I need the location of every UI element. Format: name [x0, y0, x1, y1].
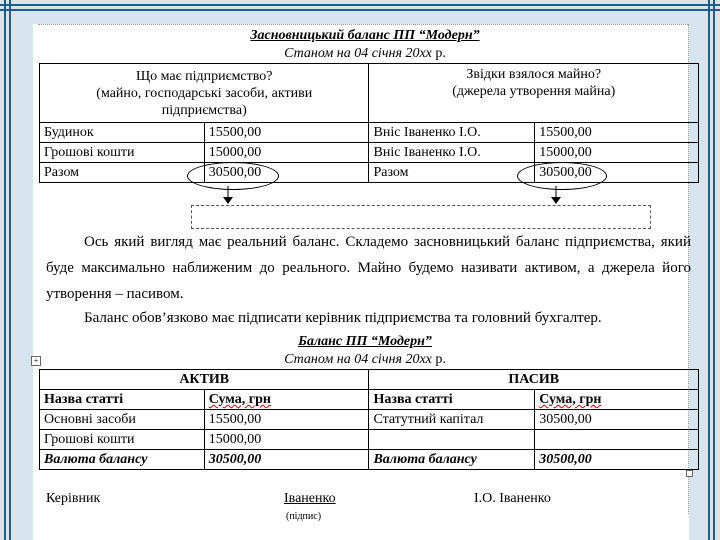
balance1-header-left: Що має підприємство? (майно, господарські засоби, активи підприємства)	[40, 64, 369, 123]
balance1-title-line	[40, 26, 690, 44]
aktiv-header: АКТИВ	[40, 370, 369, 390]
signature-name: І.О. Іваненко	[474, 491, 551, 506]
balance2-title-line	[40, 332, 690, 350]
balance1-subtitle-line	[40, 44, 690, 62]
table-row: Грошові кошти 15000,00 Вніс Іваненко І.О. 15000,00	[40, 143, 699, 163]
frame-line	[0, 4, 720, 6]
balance1-table	[39, 63, 699, 183]
table-row	[40, 370, 699, 390]
balance1-date: Станом на 04 січня 20хх	[284, 46, 432, 61]
pasiv-header: ПАСИВ	[369, 370, 699, 390]
balance2-table	[39, 369, 699, 470]
balance2-date: Станом на 04 січня 20хх	[284, 352, 432, 367]
frame-line	[9, 0, 11, 540]
table-row: Разом 30500,00 Разом 30500,00	[40, 163, 699, 183]
down-arrow-icon	[546, 186, 566, 206]
signature-role: Керівник	[46, 491, 101, 506]
frame-line	[708, 0, 710, 540]
table-row: Валюта балансу 30500,00 Валюта балансу 30500,00	[40, 450, 699, 470]
paragraph-signature-note: Баланс обов’язково має підписати керівник підприємства та головний бухгалтер.	[84, 310, 602, 326]
frame-line	[0, 9, 720, 11]
balance1-date-suffix: р.	[431, 46, 446, 61]
balance1-title: Засновницький баланс ПП “Модерн”	[250, 28, 480, 43]
balance2-date-suffix: р.	[431, 352, 446, 367]
table-row: Основні засоби 15500,00 Статутний капітал 30500,00	[40, 410, 699, 430]
balance2-title: Баланс ПП “Модерн”	[298, 334, 432, 349]
table-row: Назва статті Сума, грн Назва статті Сума, грн	[40, 390, 699, 410]
down-arrow-icon	[218, 186, 238, 206]
frame-line	[713, 0, 715, 540]
signature-sign: Іваненко	[284, 491, 336, 506]
frame-line	[4, 0, 6, 540]
table-move-handle[interactable]: +	[31, 356, 41, 366]
margin-guide	[38, 24, 688, 25]
signature-caption: (підпис)	[286, 511, 322, 522]
balance2-subtitle-line	[40, 350, 690, 368]
table-row: Будинок 15500,00 Вніс Іваненко І.О. 15500,00	[40, 123, 699, 143]
balance1-header-right: Звідки взялося майно? (джерела утворення майна)	[369, 64, 699, 123]
paragraph-intro: Ось який вигляд має реальний баланс. Складемо засновницький баланс підприємства, який буде максимально наближеним до реального. Майно будемо називати активом, а джерела його утворення – пасивом.	[46, 234, 691, 302]
table-resize-handle[interactable]	[686, 470, 693, 477]
balance1-header-row	[40, 64, 699, 123]
table-row: Грошові кошти 15000,00	[40, 430, 699, 450]
empty-text-box[interactable]	[191, 205, 651, 229]
